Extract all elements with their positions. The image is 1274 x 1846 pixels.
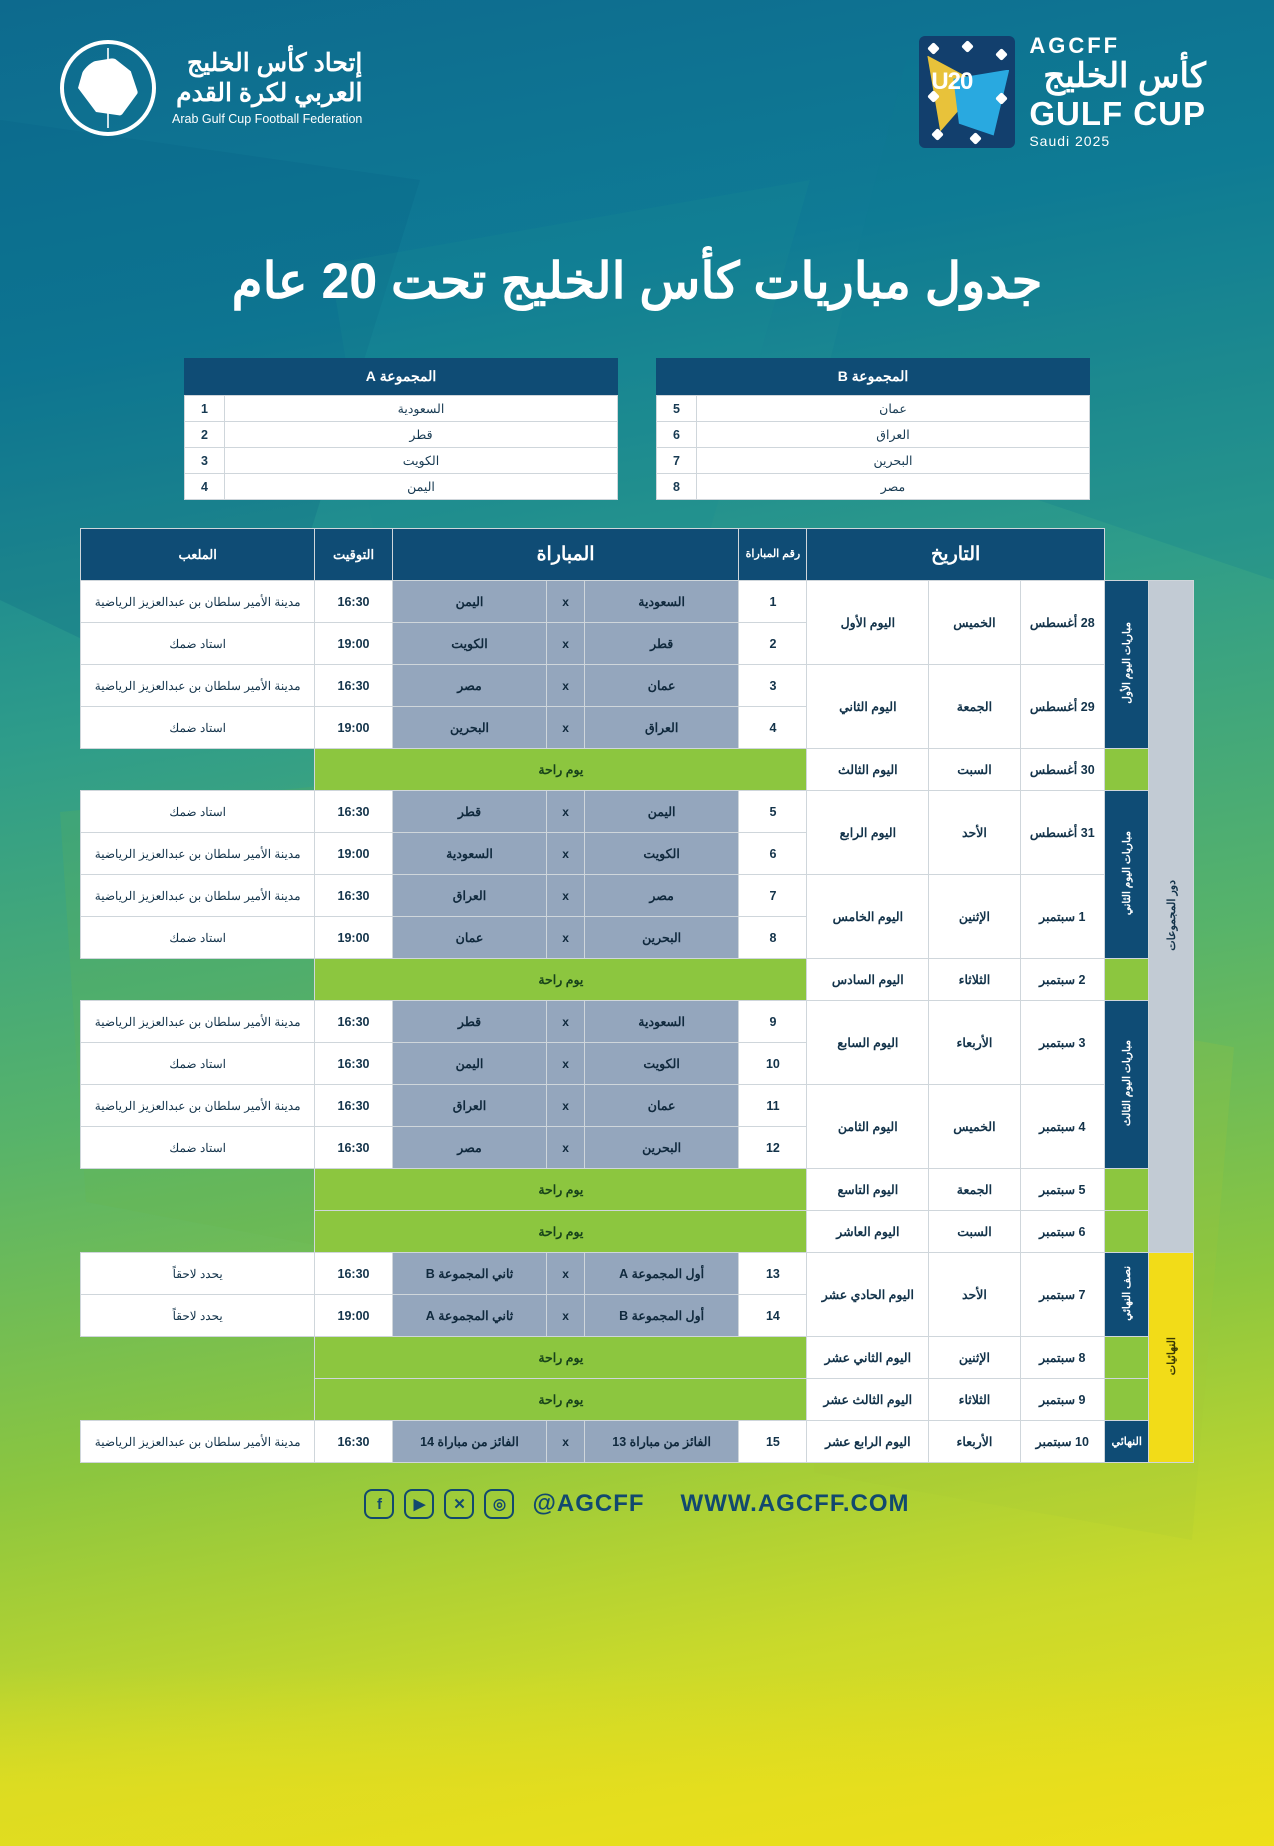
group-a-team-number: 3 <box>185 448 225 474</box>
schedule-table <box>80 528 1194 1463</box>
match-time: 16:30 <box>315 1085 392 1127</box>
match-time: 19:00 <box>315 917 392 959</box>
match-number: 9 <box>739 1001 807 1043</box>
group-b-team-number: 5 <box>657 396 697 422</box>
group-a-team-name: اليمن <box>225 474 618 500</box>
match-number: 3 <box>739 665 807 707</box>
match-date: 2 سبتمبر <box>1020 959 1104 1001</box>
match-team-away: الكويت <box>392 623 547 665</box>
group-b-team-name: البحرين <box>697 448 1090 474</box>
match-team-away: العراق <box>392 1085 547 1127</box>
match-time: 19:00 <box>315 833 392 875</box>
match-venue: مدينة الأمير سلطان بن عبدالعزيز الرياضية <box>81 665 315 707</box>
match-team-home: عمان <box>584 665 739 707</box>
match-weekday: الإثنين <box>929 1337 1020 1379</box>
tournament-day: اليوم الثاني عشر <box>807 1337 929 1379</box>
table-row <box>81 749 1194 791</box>
versus-label: x <box>547 833 584 875</box>
versus-label: x <box>547 623 584 665</box>
group-a-header: المجموعة A <box>184 358 618 395</box>
u20-label: U20 <box>931 67 973 95</box>
table-row <box>657 474 1090 500</box>
table-row <box>657 448 1090 474</box>
group-b-team-number: 7 <box>657 448 697 474</box>
header-date: التاريخ <box>807 529 1105 581</box>
match-venue: مدينة الأمير سلطان بن عبدالعزيز الرياضية <box>81 581 315 623</box>
versus-label: x <box>547 1253 584 1295</box>
match-venue: يحدد لاحقاً <box>81 1295 315 1337</box>
versus-label: x <box>547 581 584 623</box>
versus-label: x <box>547 1295 584 1337</box>
match-weekday: الثلاثاء <box>929 1379 1020 1421</box>
table-row <box>185 474 618 500</box>
website-url[interactable]: WWW.AGCFF.COM <box>680 1490 910 1517</box>
match-venue: مدينة الأمير سلطان بن عبدالعزيز الرياضية <box>81 1421 315 1463</box>
match-number: 10 <box>739 1043 807 1085</box>
header-venue: الملعب <box>81 529 315 581</box>
match-time: 19:00 <box>315 707 392 749</box>
match-weekday: الأربعاء <box>929 1001 1020 1085</box>
table-row <box>657 396 1090 422</box>
tournament-day: اليوم الأول <box>807 581 929 665</box>
group-b <box>656 358 1090 500</box>
federation-name-line1: إتحاد كأس الخليج <box>187 49 363 78</box>
gulf-cup-logo <box>919 34 1206 149</box>
tournament-day: اليوم العاشر <box>807 1211 929 1253</box>
group-b-team-name: عمان <box>697 396 1090 422</box>
match-team-home: السعودية <box>584 581 739 623</box>
header-match-number: رقم المباراة <box>739 529 807 581</box>
globe-football-icon <box>60 40 156 136</box>
tournament-day: اليوم الحادي عشر <box>807 1253 929 1337</box>
match-number: 1 <box>739 581 807 623</box>
match-number: 5 <box>739 791 807 833</box>
match-weekday: الخميس <box>929 1085 1020 1169</box>
rest-day-label: يوم راحة <box>315 1379 807 1421</box>
table-row <box>81 665 1194 707</box>
table-row <box>81 581 1194 623</box>
match-team-home: قطر <box>584 623 739 665</box>
phase-label: نصف النهائي <box>1104 1253 1149 1337</box>
table-row <box>185 448 618 474</box>
table-row <box>81 1253 1194 1295</box>
match-number: 12 <box>739 1127 807 1169</box>
match-weekday: الجمعة <box>929 1169 1020 1211</box>
match-date: 29 أغسطس <box>1020 665 1104 749</box>
stage-label: دور المجموعات <box>1149 581 1194 1253</box>
match-date: 31 أغسطس <box>1020 791 1104 875</box>
table-row <box>185 396 618 422</box>
match-team-home: السعودية <box>584 1001 739 1043</box>
u20-emblem-icon <box>919 36 1015 148</box>
match-team-home: البحرين <box>584 1127 739 1169</box>
match-date: 1 سبتمبر <box>1020 875 1104 959</box>
agcff-wordmark: AGCFF <box>1029 33 1121 58</box>
match-number: 13 <box>739 1253 807 1295</box>
schedule-section <box>80 528 1194 1463</box>
match-team-home: الكويت <box>584 833 739 875</box>
match-venue: استاد ضمك <box>81 623 315 665</box>
table-row <box>81 791 1194 833</box>
match-date: 10 سبتمبر <box>1020 1421 1104 1463</box>
match-venue: استاد ضمك <box>81 791 315 833</box>
match-team-away: ثاني المجموعة B <box>392 1253 547 1295</box>
tournament-day: اليوم الثامن <box>807 1085 929 1169</box>
match-team-home: اليمن <box>584 791 739 833</box>
match-team-away: السعودية <box>392 833 547 875</box>
group-a-team-name: قطر <box>225 422 618 448</box>
match-venue: استاد ضمك <box>81 1043 315 1085</box>
versus-label: x <box>547 707 584 749</box>
match-team-home: عمان <box>584 1085 739 1127</box>
match-time: 16:30 <box>315 1253 392 1295</box>
match-date: 30 أغسطس <box>1020 749 1104 791</box>
match-team-home: الكويت <box>584 1043 739 1085</box>
rest-day-label: يوم راحة <box>315 749 807 791</box>
group-a <box>184 358 618 500</box>
match-time: 16:30 <box>315 1043 392 1085</box>
rest-day-label: يوم راحة <box>315 1211 807 1253</box>
tournament-day: اليوم الثاني <box>807 665 929 749</box>
versus-label: x <box>547 1001 584 1043</box>
phase-spacer <box>1104 1169 1149 1211</box>
rest-day-label: يوم راحة <box>315 1337 807 1379</box>
match-weekday: الثلاثاء <box>929 959 1020 1001</box>
versus-label: x <box>547 875 584 917</box>
phase-label: مباريات اليوم الثالث <box>1104 1001 1149 1169</box>
match-team-home: الفائز من مباراة 13 <box>584 1421 739 1463</box>
group-a-team-name: الكويت <box>225 448 618 474</box>
match-team-away: عمان <box>392 917 547 959</box>
match-time: 16:30 <box>315 1127 392 1169</box>
poster-footer <box>0 1489 1274 1519</box>
versus-label: x <box>547 917 584 959</box>
match-date: 7 سبتمبر <box>1020 1253 1104 1337</box>
federation-logo <box>60 40 362 136</box>
match-time: 19:00 <box>315 1295 392 1337</box>
tournament-day: اليوم الرابع <box>807 791 929 875</box>
group-b-team-name: العراق <box>697 422 1090 448</box>
match-weekday: الإثنين <box>929 875 1020 959</box>
table-row <box>81 1211 1194 1253</box>
table-row <box>185 422 618 448</box>
header-match: المباراة <box>392 529 739 581</box>
versus-label: x <box>547 1085 584 1127</box>
tournament-day: اليوم السابع <box>807 1001 929 1085</box>
versus-label: x <box>547 1127 584 1169</box>
match-weekday: الأحد <box>929 791 1020 875</box>
versus-label: x <box>547 791 584 833</box>
match-time: 19:00 <box>315 623 392 665</box>
social-links[interactable] <box>364 1489 514 1519</box>
phase-label: النهائي <box>1104 1421 1149 1463</box>
match-venue: استاد ضمك <box>81 917 315 959</box>
match-team-away: العراق <box>392 875 547 917</box>
versus-label: x <box>547 1421 584 1463</box>
match-team-home: أول المجموعة A <box>584 1253 739 1295</box>
rest-day-label: يوم راحة <box>315 959 807 1001</box>
tournament-day: اليوم الثالث <box>807 749 929 791</box>
match-team-away: قطر <box>392 1001 547 1043</box>
match-team-away: مصر <box>392 665 547 707</box>
match-time: 16:30 <box>315 791 392 833</box>
match-date: 28 أغسطس <box>1020 581 1104 665</box>
match-team-home: مصر <box>584 875 739 917</box>
match-time: 16:30 <box>315 665 392 707</box>
match-date: 9 سبتمبر <box>1020 1379 1104 1421</box>
match-venue: مدينة الأمير سلطان بن عبدالعزيز الرياضية <box>81 875 315 917</box>
header-time: التوقيت <box>315 529 392 581</box>
match-team-away: اليمن <box>392 581 547 623</box>
group-a-team-number: 1 <box>185 396 225 422</box>
federation-name-line2: العربي لكرة القدم <box>176 78 363 107</box>
poster-header <box>0 0 1274 190</box>
tournament-day: اليوم الرابع عشر <box>807 1421 929 1463</box>
table-row <box>81 1001 1194 1043</box>
page-title: جدول مباريات كأس الخليج تحت 20 عام <box>231 253 1043 309</box>
phase-spacer <box>1104 1211 1149 1253</box>
table-row <box>81 1169 1194 1211</box>
tournament-day: اليوم السادس <box>807 959 929 1001</box>
match-venue: استاد ضمك <box>81 1127 315 1169</box>
host-year-label: Saudi 2025 <box>1029 133 1111 150</box>
match-team-away: قطر <box>392 791 547 833</box>
match-number: 2 <box>739 623 807 665</box>
table-row <box>81 875 1194 917</box>
phase-label: مباريات اليوم الثاني <box>1104 791 1149 959</box>
match-number: 15 <box>739 1421 807 1463</box>
gulf-cup-arabic-title: كأس الخليج <box>1043 57 1206 96</box>
federation-name-english: Arab Gulf Cup Football Federation <box>172 112 363 127</box>
match-time: 16:30 <box>315 581 392 623</box>
match-date: 4 سبتمبر <box>1020 1085 1104 1169</box>
groups-section <box>0 358 1274 500</box>
match-team-away: مصر <box>392 1127 547 1169</box>
youtube-icon[interactable]: ▶ <box>404 1489 434 1519</box>
match-time: 16:30 <box>315 1001 392 1043</box>
table-row <box>81 1421 1194 1463</box>
match-team-away: البحرين <box>392 707 547 749</box>
gulf-cup-wordmark: GULF CUP <box>1029 94 1206 132</box>
match-date: 3 سبتمبر <box>1020 1001 1104 1085</box>
facebook-icon[interactable]: f <box>364 1489 394 1519</box>
table-row <box>81 1379 1194 1421</box>
phase-spacer <box>1104 1379 1149 1421</box>
match-team-away: ثاني المجموعة A <box>392 1295 547 1337</box>
match-weekday: الخميس <box>929 581 1020 665</box>
tournament-day: اليوم التاسع <box>807 1169 929 1211</box>
versus-label: x <box>547 1043 584 1085</box>
match-venue: استاد ضمك <box>81 707 315 749</box>
group-b-team-number: 6 <box>657 422 697 448</box>
match-venue: مدينة الأمير سلطان بن عبدالعزيز الرياضية <box>81 833 315 875</box>
match-date: 8 سبتمبر <box>1020 1337 1104 1379</box>
group-b-team-name: مصر <box>697 474 1090 500</box>
match-team-home: البحرين <box>584 917 739 959</box>
table-row <box>81 1337 1194 1379</box>
match-weekday: الجمعة <box>929 665 1020 749</box>
match-number: 8 <box>739 917 807 959</box>
instagram-icon[interactable]: ◎ <box>484 1489 514 1519</box>
match-date: 6 سبتمبر <box>1020 1211 1104 1253</box>
match-number: 14 <box>739 1295 807 1337</box>
rest-day-label: يوم راحة <box>315 1169 807 1211</box>
x-icon[interactable]: ✕ <box>444 1489 474 1519</box>
match-weekday: السبت <box>929 749 1020 791</box>
match-weekday: السبت <box>929 1211 1020 1253</box>
match-venue: مدينة الأمير سلطان بن عبدالعزيز الرياضية <box>81 1085 315 1127</box>
tournament-day: اليوم الخامس <box>807 875 929 959</box>
group-b-header: المجموعة B <box>656 358 1090 395</box>
match-number: 11 <box>739 1085 807 1127</box>
table-row <box>657 422 1090 448</box>
match-team-away: اليمن <box>392 1043 547 1085</box>
tournament-day: اليوم الثالث عشر <box>807 1379 929 1421</box>
phase-label: مباريات اليوم الأول <box>1104 581 1149 749</box>
match-team-home: أول المجموعة B <box>584 1295 739 1337</box>
group-a-team-name: السعودية <box>225 396 618 422</box>
schedule-header-row <box>81 529 1194 581</box>
match-team-away: الفائز من مباراة 14 <box>392 1421 547 1463</box>
match-time: 16:30 <box>315 1421 392 1463</box>
match-number: 7 <box>739 875 807 917</box>
match-time: 16:30 <box>315 875 392 917</box>
match-number: 4 <box>739 707 807 749</box>
match-venue: مدينة الأمير سلطان بن عبدالعزيز الرياضية <box>81 1001 315 1043</box>
table-row <box>81 1085 1194 1127</box>
match-weekday: الأحد <box>929 1253 1020 1337</box>
group-a-team-number: 4 <box>185 474 225 500</box>
match-number: 6 <box>739 833 807 875</box>
table-row <box>81 959 1194 1001</box>
match-date: 5 سبتمبر <box>1020 1169 1104 1211</box>
social-handle: @AGCFF <box>532 1490 645 1517</box>
phase-spacer <box>1104 1337 1149 1379</box>
match-venue: يحدد لاحقاً <box>81 1253 315 1295</box>
phase-spacer <box>1104 959 1149 1001</box>
phase-spacer <box>1104 749 1149 791</box>
versus-label: x <box>547 665 584 707</box>
match-team-home: العراق <box>584 707 739 749</box>
stage-label: النهائيات <box>1149 1253 1194 1463</box>
group-b-team-number: 8 <box>657 474 697 500</box>
group-a-team-number: 2 <box>185 422 225 448</box>
match-weekday: الأربعاء <box>929 1421 1020 1463</box>
